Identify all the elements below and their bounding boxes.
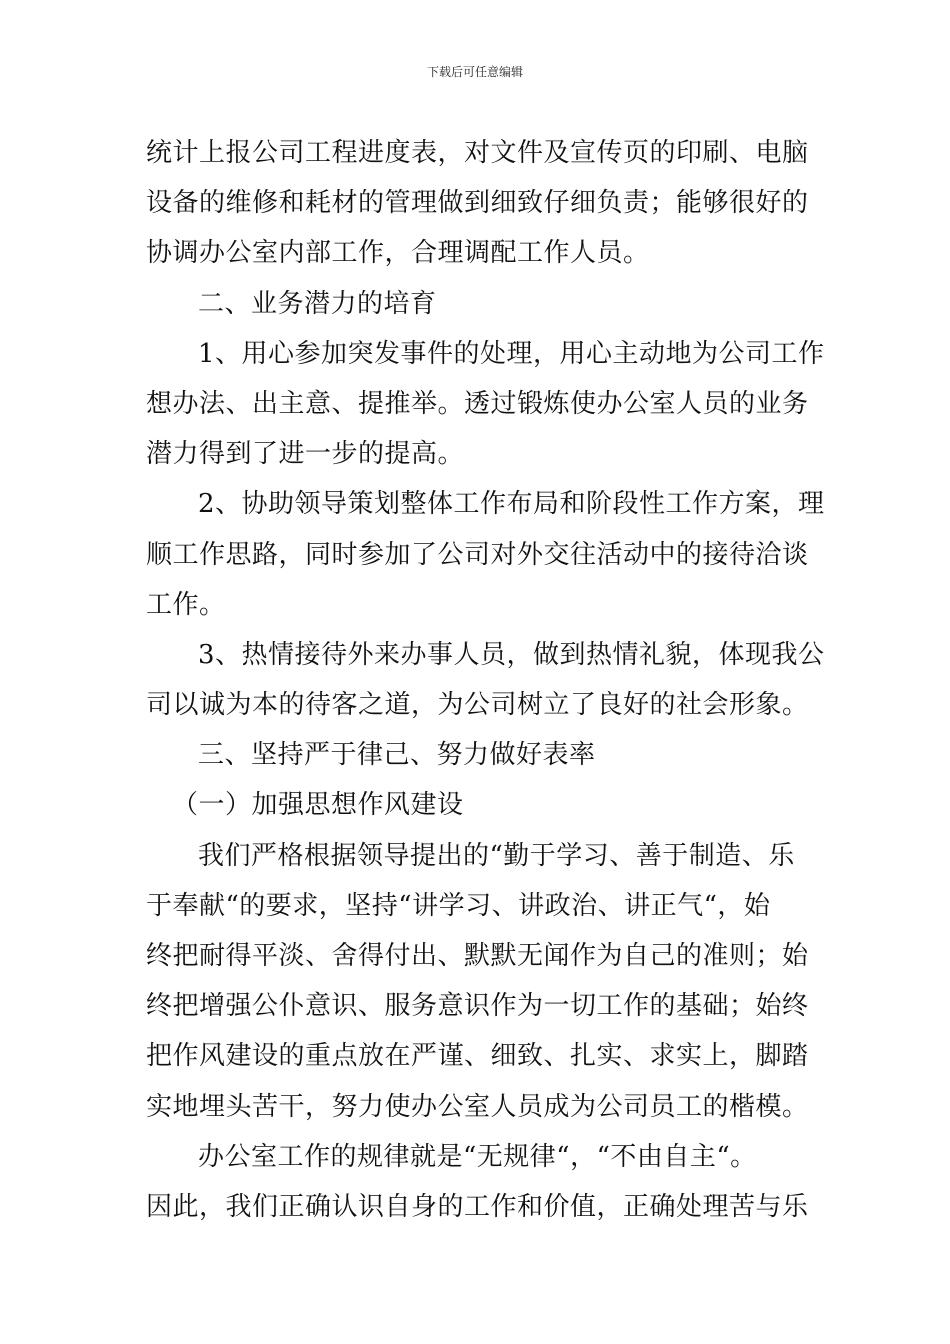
text-line: 实地埋头苦干，努力使办公室人员成为公司员工的楷模。 xyxy=(146,1091,809,1122)
text-line: 工作。 xyxy=(146,589,226,620)
subsection-heading: （一）加强思想作风建设 xyxy=(172,790,464,821)
section-heading: 三、坚持严于律己、努力做好表率 xyxy=(198,740,596,771)
document-body xyxy=(146,128,825,1232)
section-heading: 二、业务潜力的培育 xyxy=(198,288,437,319)
text-line: 办公室工作的规律就是“无规律“，“不由自主“。 xyxy=(198,1141,757,1172)
text-line: 1、用心参加突发事件的处理，用心主动地为公司工作 xyxy=(198,338,825,369)
text-line: 终把耐得平淡、舍得付出、默默无闻作为自己的准则；始 xyxy=(146,941,809,971)
text-line: 潜力得到了进一步的提高。 xyxy=(146,439,465,470)
text-line: 想办法、出主意、提推举。透过锻炼使办公室人员的业务 xyxy=(146,388,809,419)
text-line: 我们严格根据领导提出的“勤于学习、善于制造、乐 xyxy=(198,840,795,871)
text-line: 2、协助领导策划整体工作布局和阶段性工作方案，理 xyxy=(198,489,825,520)
text-line: 协调办公室内部工作，合理调配工作人员。 xyxy=(146,238,650,269)
text-line: 设备的维修和耗材的管理做到细致仔细负责；能够很好的 xyxy=(146,188,809,219)
text-line: 司以诚为本的待客之道，为公司树立了良好的社会形象。 xyxy=(146,690,809,721)
text-line: 统计上报公司工程进度表，对文件及宣传页的印刷、电脑 xyxy=(146,138,809,168)
text-line: 把作风建设的重点放在严谨、细致、扎实、求实上，脚踏 xyxy=(146,1041,809,1072)
text-line: 顺工作思路，同时参加了公司对外交往活动中的接待洽谈 xyxy=(146,539,809,570)
page-header: 下载后可任意编辑 xyxy=(426,65,523,79)
text-line: 终把增强公仆意识、服务意识作为一切工作的基础；始终 xyxy=(146,991,809,1022)
text-line: 因此，我们正确认识自身的工作和价值，正确处理苦与乐 xyxy=(146,1191,809,1222)
text-line: 于奉献“的要求，坚持“讲学习、讲政治、讲正气“，始 xyxy=(146,890,771,921)
text-line: 3、热情接待外来办事人员，做到热情礼貌，体现我公 xyxy=(198,639,825,670)
